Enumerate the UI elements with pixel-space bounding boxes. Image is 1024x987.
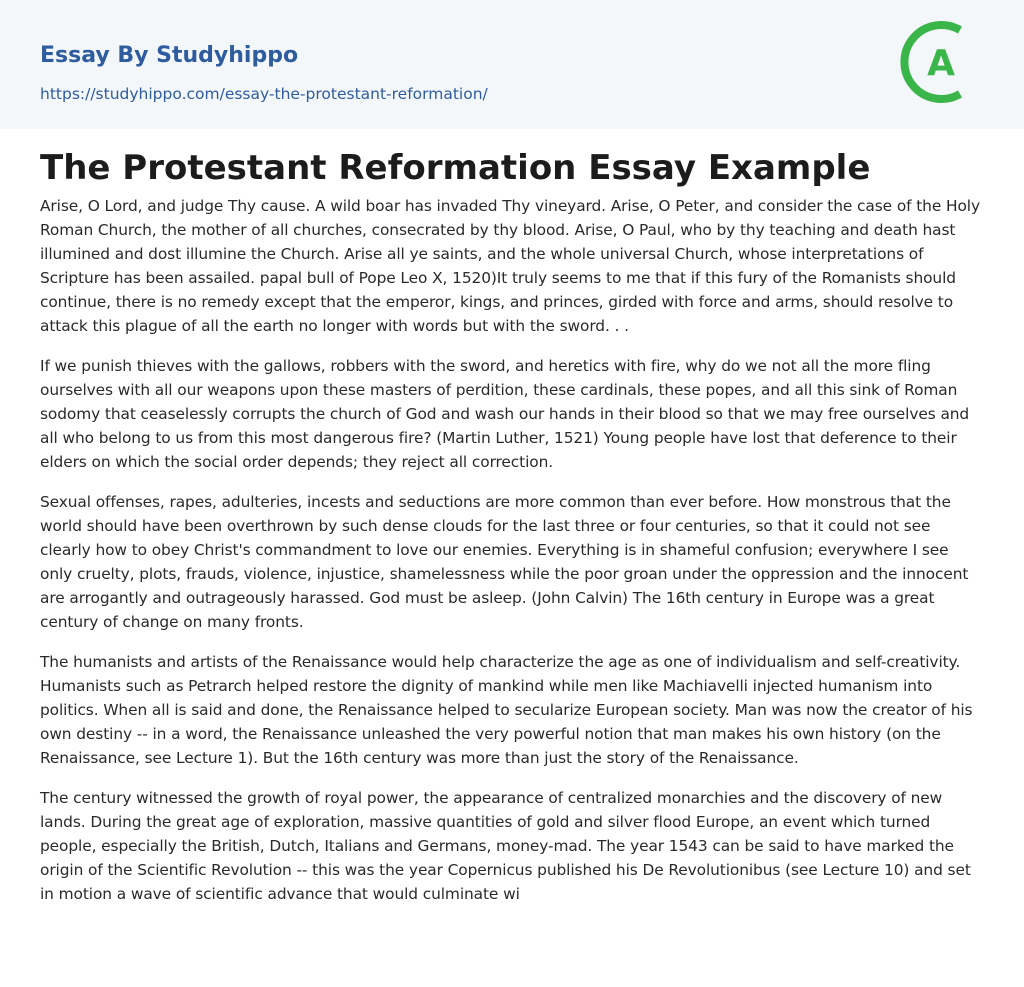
article-paragraph-1: Arise, O Lord, and judge Thy cause. A wild boar has invaded Thy vineyard. Arise, O Peter, and consider the case of the Holy Roman Church, the mother of all churches, consecrated by thy blood. Arise, O Paul, who by thy teaching and death hast illumined and dost illumine the Church. Arise all ye saints, and the whole universal Church, whose interpretations of Scripture has been assailed. papal bull of Pope Leo X, 1520)It truly seems to me that if this fury of the Romanists should continue, there is no remedy except that the emperor, kings, and princes, girded with force and arms, should resolve to attack this plague of all the earth no longer with words but with the sword. . .	[40, 197, 980, 335]
article-paragraph-5: The century witnessed the growth of royal power, the appearance of centralized monarchies and the discovery of new lands. During the great age of exploration, massive quantities of gold and silver flood Europe, an event which turned people, especially the British, Dutch, Italians and Germans, money-mad. The year 1543 can be said to have marked the origin of the Scientific Revolution -- this was the year Copernicus published his De Revolutionibus (see Lecture 10) and set in motion a wave of scientific advance that would culminate wi	[40, 789, 971, 903]
article-paragraph-2: If we punish thieves with the gallows, robbers with the sword, and heretics with fire, why do we not all the more fling ourselves with all our weapons upon these masters of perdition, these cardinals, these popes, and all this sink of Roman sodomy that ceaselessly corrupts the church of God and wash our hands in their blood so that we may free ourselves and all who belong to us from this most dangerous fire? (Martin Luther, 1521) Young people have lost that deference to their elders on which the social order depends; they reject all correction.	[40, 357, 970, 471]
studyhippo-logo-icon[interactable]	[900, 18, 988, 106]
article-paragraph-4: The humanists and artists of the Renaissance would help characterize the age as one of individualism and self-creativity. Humanists such as Petrarch helped restore the dignity of mankind while men like Machiavelli injected humanism into politics. When all is said and done, the Renaissance helped to secularize European society. Man was now the creator of his own destiny -- in a word, the Renaissance unleashed the very powerful notion that man makes his own history (on the Renaissance, see Lecture 1). But the 16th century was more than just the story of the Renaissance.	[40, 653, 973, 767]
site-header	[0, 0, 1024, 129]
article-title: The Protestant Reformation Essay Example	[40, 148, 871, 188]
logo-letter: A	[927, 43, 955, 84]
site-name[interactable]: Essay By Studyhippo	[40, 43, 299, 68]
article-url-link[interactable]: https://studyhippo.com/essay-the-protestant-reformation/	[40, 85, 488, 103]
article	[0, 129, 1024, 906]
article-paragraph-3: Sexual offenses, rapes, adulteries, incests and seductions are more common than ever before. How monstrous that the world should have been overthrown by such dense clouds for the last three or four centuries, so that it could not see clearly how to obey Christ's commandment to love our enemies. Everything is in shameful confusion; everywhere I see only cruelty, plots, frauds, violence, injustice, shamelessness while the poor groan under the oppression and the innocent are arrogantly and outrageously harassed. God must be asleep. (John Calvin) The 16th century in Europe was a great century of change on many fronts.	[40, 493, 969, 631]
